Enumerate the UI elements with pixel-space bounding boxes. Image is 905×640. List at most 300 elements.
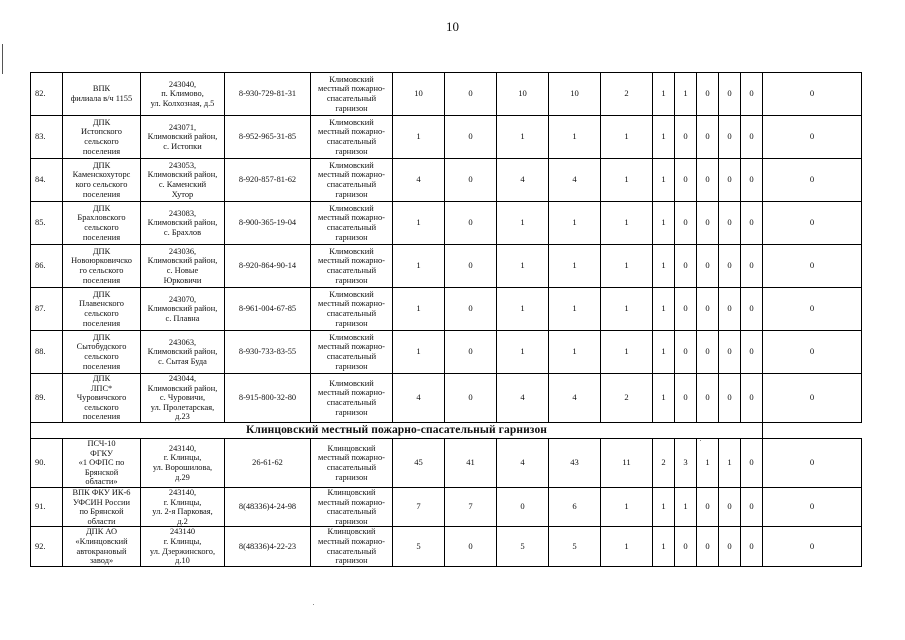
value-cell: 4 — [549, 374, 601, 423]
value-cell: 0 — [741, 487, 763, 526]
cell-line: местный пожарно- — [318, 299, 385, 309]
value-cell: 0 — [675, 202, 697, 245]
value-cell: 0 — [763, 202, 862, 245]
cell-line: с. Чуровичи, — [159, 393, 206, 403]
value-cell: 0 — [763, 288, 862, 331]
address-cell — [141, 116, 225, 159]
page-number: 10 — [446, 19, 459, 34]
cell-line: Климовский — [329, 378, 374, 388]
cell-line: Сытобудского — [76, 342, 127, 352]
value-cell: 0 — [719, 73, 741, 116]
value-cell: 0 — [719, 527, 741, 566]
scan-edge-line — [2, 44, 3, 74]
cell-line: спасательный — [326, 546, 377, 556]
value-cell: 1 — [653, 288, 675, 331]
cell-line: местный пожарно- — [318, 388, 385, 398]
value-cell: 0 — [741, 73, 763, 116]
cell-line: местный пожарно- — [318, 536, 385, 546]
cell-line: местный пожарно- — [318, 453, 385, 463]
row-number-cell: 82. — [31, 73, 63, 116]
cell-line: ул. Колхозная, д.5 — [150, 98, 215, 108]
value-cell: 1 — [497, 245, 549, 288]
cell-line: д.10 — [175, 556, 190, 566]
table-row — [31, 245, 862, 288]
cell-line: ул. Пролетарская, — [150, 402, 215, 412]
section-title: Клинцовский местный пожарно-спасательный гарнизон — [31, 422, 763, 438]
cell-line: д.2 — [177, 516, 188, 526]
table-row — [31, 73, 862, 116]
value-cell: 1 — [601, 527, 653, 566]
value-cell: 0 — [741, 159, 763, 202]
phone-cell: 8-915-800-32-80 — [225, 374, 311, 423]
garrison-cell — [311, 438, 393, 487]
value-cell: 0 — [697, 245, 719, 288]
value-cell: 0 — [445, 159, 497, 202]
value-cell: 45 — [393, 438, 445, 487]
cell-line: 243083, — [168, 208, 197, 218]
cell-line: УФСИН России — [73, 497, 130, 507]
cell-line: 243140, — [168, 443, 197, 453]
value-cell: 1 — [549, 331, 601, 374]
value-cell: 0 — [763, 73, 862, 116]
value-cell: 0 — [763, 159, 862, 202]
value-cell: 0 — [763, 116, 862, 159]
value-cell: 7 — [445, 487, 497, 526]
cell-line: гарнизон — [335, 232, 368, 242]
value-cell: 0 — [719, 245, 741, 288]
cell-line: ДПК — [92, 246, 111, 256]
value-cell: 3 — [675, 438, 697, 487]
cell-line: поселения — [82, 412, 121, 422]
address-cell — [141, 73, 225, 116]
address-cell — [141, 374, 225, 423]
value-cell: 1 — [497, 331, 549, 374]
garrison-cell — [311, 73, 393, 116]
value-cell: 0 — [719, 116, 741, 159]
cell-line: 243063, — [168, 337, 197, 347]
value-cell: 1 — [653, 487, 675, 526]
table-row — [31, 527, 862, 566]
cell-line: Клинцовский — [327, 443, 376, 453]
cell-line: ВПК ФКУ ИК-6 — [72, 487, 131, 497]
value-cell: 0 — [675, 527, 697, 566]
garrison-cell — [311, 331, 393, 374]
cell-line: ДПК АО — [85, 527, 118, 537]
value-cell: 0 — [719, 202, 741, 245]
phone-cell: 8-900-365-19-04 — [225, 202, 311, 245]
table-row — [31, 331, 862, 374]
garrison-cell — [311, 245, 393, 288]
cell-line: филиала в/ч 1155 — [70, 94, 133, 103]
value-cell: 11 — [601, 438, 653, 487]
cell-line: 243140 — [169, 527, 196, 537]
cell-line: Брянской — [84, 467, 119, 477]
cell-line: гарнизон — [335, 275, 368, 285]
garrison-cell — [311, 487, 393, 526]
cell-line: Климовский район, — [147, 218, 218, 228]
value-cell: 5 — [549, 527, 601, 566]
value-cell: 1 — [549, 245, 601, 288]
cell-line: ДПК — [92, 117, 111, 127]
value-cell: 43 — [549, 438, 601, 487]
value-cell: 0 — [675, 159, 697, 202]
cell-line: 243140, — [168, 487, 197, 497]
cell-line: гарнизон — [335, 516, 368, 526]
cell-line: п. Климово, — [161, 89, 204, 99]
cell-line: Климовский район, — [147, 304, 218, 314]
cell-line: ДПК — [92, 289, 111, 299]
value-cell: 5 — [497, 527, 549, 566]
value-cell: 1 — [393, 202, 445, 245]
value-cell: 0 — [697, 73, 719, 116]
value-cell: 0 — [697, 527, 719, 566]
cell-line: Климовский — [329, 160, 374, 170]
cell-line: Климовский район, — [147, 383, 218, 393]
phone-cell: 8-920-857-81-62 — [225, 159, 311, 202]
value-cell: 0 — [445, 116, 497, 159]
unit-name-cell — [63, 527, 141, 566]
value-cell: 1 — [653, 116, 675, 159]
value-cell: 0 — [445, 245, 497, 288]
value-cell: 0 — [741, 245, 763, 288]
row-number-cell: 92. — [31, 527, 63, 566]
row-number-cell: 83. — [31, 116, 63, 159]
row-number-cell: 91. — [31, 487, 63, 526]
cell-line: гарнизон — [335, 318, 368, 328]
cell-line: поселения — [82, 146, 121, 156]
cell-line: спасательный — [326, 180, 377, 189]
unit-name-cell — [63, 73, 141, 116]
value-cell: 1 — [497, 116, 549, 159]
cell-line: местный пожарно- — [318, 256, 385, 266]
cell-line: местный пожарно- — [318, 127, 385, 137]
cell-line: Клинцовский — [327, 487, 376, 497]
cell-line: 243070, — [168, 294, 197, 304]
value-cell: 0 — [741, 374, 763, 423]
scan-speck — [313, 604, 314, 605]
address-cell — [141, 331, 225, 374]
cell-line: «Клинцовский — [75, 536, 128, 546]
cell-line: 243040, — [168, 79, 197, 89]
cell-line: сельского — [84, 137, 119, 146]
value-cell: 10 — [393, 73, 445, 116]
cell-line: Каменскохуторс — [72, 170, 131, 180]
value-cell: 1 — [601, 331, 653, 374]
value-cell: 1 — [653, 73, 675, 116]
cell-line: сельского — [84, 309, 119, 318]
cell-line: «1 ОФПС по — [78, 458, 125, 468]
cell-line: ДПК — [92, 374, 111, 383]
value-cell: 10 — [497, 73, 549, 116]
scan-speck — [700, 440, 701, 441]
value-cell: 5 — [393, 527, 445, 566]
phone-cell: 26-61-62 — [225, 438, 311, 487]
cell-line: по Брянской — [79, 507, 124, 517]
unit-name-cell — [63, 374, 141, 423]
cell-line: Истопского — [81, 127, 122, 137]
cell-line: спасательный — [326, 352, 377, 361]
table-body-klimovo — [31, 73, 862, 423]
cell-line: спасательный — [326, 462, 377, 472]
cell-line: поселения — [82, 232, 121, 242]
cell-line: Климовский — [329, 74, 374, 84]
phone-cell: 8-930-733-83-55 — [225, 331, 311, 374]
cell-line: Чуровичского — [76, 393, 127, 403]
fire-brigade-registry-table — [30, 72, 862, 567]
value-cell: 0 — [719, 487, 741, 526]
value-cell: 0 — [697, 487, 719, 526]
cell-line: ВПК — [92, 84, 111, 94]
unit-name-cell — [63, 487, 141, 526]
section-header-row — [31, 422, 862, 438]
value-cell: 0 — [697, 331, 719, 374]
value-cell: 10 — [549, 73, 601, 116]
address-cell — [141, 159, 225, 202]
value-cell: 4 — [393, 374, 445, 423]
cell-line: ул. 2-я Парковая, — [152, 507, 213, 517]
value-cell: 0 — [675, 374, 697, 423]
cell-line: 243053, — [168, 160, 197, 170]
cell-line: сельского — [84, 402, 119, 412]
address-cell — [141, 202, 225, 245]
row-number-cell: 87. — [31, 288, 63, 331]
unit-name-cell — [63, 245, 141, 288]
value-cell: 1 — [601, 116, 653, 159]
value-cell: 0 — [763, 374, 862, 423]
cell-line: 243071, — [168, 122, 197, 132]
cell-line: с. Новые — [166, 266, 199, 275]
value-cell: 2 — [601, 73, 653, 116]
value-cell: 0 — [719, 159, 741, 202]
address-cell — [141, 487, 225, 526]
value-cell: 0 — [697, 288, 719, 331]
table-row — [31, 487, 862, 526]
table-row — [31, 202, 862, 245]
value-cell: 0 — [675, 331, 697, 374]
cell-line: области — [87, 516, 116, 526]
cell-line: местный пожарно- — [318, 84, 385, 94]
cell-line: 243036, — [168, 246, 197, 256]
value-cell: 1 — [393, 245, 445, 288]
value-cell: 1 — [653, 331, 675, 374]
garrison-cell — [311, 374, 393, 423]
value-cell: 0 — [763, 527, 862, 566]
value-cell: 4 — [549, 159, 601, 202]
cell-line: гарнизон — [335, 407, 368, 417]
value-cell: 0 — [445, 73, 497, 116]
value-cell: 0 — [719, 374, 741, 423]
cell-line: спасательный — [326, 137, 377, 146]
value-cell: 1 — [653, 245, 675, 288]
cell-line: спасательный — [326, 397, 377, 407]
cell-line: сельского — [84, 223, 119, 232]
cell-line: сельского — [84, 352, 119, 361]
cell-line: с. Сытая Буда — [158, 356, 207, 366]
table-row — [31, 374, 862, 423]
value-cell: 0 — [675, 116, 697, 159]
unit-name-cell — [63, 331, 141, 374]
phone-cell: 8(48336)4-22-23 — [225, 527, 311, 566]
phone-cell: 8-961-004-67-85 — [225, 288, 311, 331]
table-body-klintsy — [31, 438, 862, 566]
value-cell: 0 — [697, 374, 719, 423]
table-row — [31, 159, 862, 202]
cell-line: гарнизон — [335, 103, 368, 113]
value-cell: 1 — [549, 202, 601, 245]
value-cell: 1 — [497, 288, 549, 331]
cell-line: д.29 — [175, 472, 190, 482]
value-cell: 1 — [549, 116, 601, 159]
unit-name-cell — [63, 288, 141, 331]
garrison-cell — [311, 202, 393, 245]
value-cell: 1 — [393, 288, 445, 331]
unit-name-cell — [63, 202, 141, 245]
value-cell: 1 — [653, 527, 675, 566]
cell-line: гарнизон — [335, 556, 368, 566]
value-cell: 6 — [549, 487, 601, 526]
cell-line: г. Клинцы, — [163, 497, 202, 507]
phone-cell: 8-930-729-81-31 — [225, 73, 311, 116]
value-cell: 0 — [741, 527, 763, 566]
cell-line: г. Клинцы, — [163, 536, 202, 546]
cell-line: поселения — [82, 275, 121, 285]
phone-cell: 8-920-864-90-14 — [225, 245, 311, 288]
cell-line: ул. Ворошилова, — [152, 462, 213, 472]
address-cell — [141, 438, 225, 487]
cell-line: ДПК — [92, 332, 111, 342]
value-cell: 0 — [741, 331, 763, 374]
cell-line: ДПК — [92, 203, 111, 213]
value-cell: 2 — [601, 374, 653, 423]
cell-line: Клинцовский — [327, 527, 376, 537]
table-row — [31, 116, 862, 159]
value-cell: 1 — [601, 245, 653, 288]
cell-line: области» — [85, 477, 118, 487]
cell-line: го сельского — [79, 266, 124, 275]
value-cell: 0 — [741, 438, 763, 487]
cell-line: поселения — [82, 361, 121, 371]
value-cell: 0 — [445, 374, 497, 423]
cell-line: спасательный — [326, 309, 377, 318]
row-number-cell: 88. — [31, 331, 63, 374]
cell-line: ул. Дзержинского, — [149, 546, 216, 556]
row-number-cell: 84. — [31, 159, 63, 202]
cell-line: спасательный — [326, 507, 377, 517]
cell-line: местный пожарно- — [318, 497, 385, 507]
row-number-cell: 86. — [31, 245, 63, 288]
cell-line: кого сельского — [75, 180, 128, 189]
value-cell: 0 — [445, 527, 497, 566]
value-cell: 1 — [653, 374, 675, 423]
phone-cell: 8(48336)4-24-98 — [225, 487, 311, 526]
cell-line: Климовский — [329, 289, 374, 299]
row-number-cell: 90. — [31, 438, 63, 487]
cell-line: гарнизон — [335, 361, 368, 371]
table-row — [31, 438, 862, 487]
cell-line: Климовский район, — [147, 256, 218, 266]
cell-line: Климовский — [329, 332, 374, 342]
table-row — [31, 288, 862, 331]
value-cell: 0 — [675, 288, 697, 331]
cell-line: Юрковичи — [163, 275, 202, 285]
unit-name-cell — [63, 116, 141, 159]
value-cell: 1 — [549, 288, 601, 331]
value-cell: 1 — [719, 438, 741, 487]
cell-line: ЛПС* — [90, 383, 113, 393]
value-cell: 0 — [741, 202, 763, 245]
phone-cell: 8-952-965-31-85 — [225, 116, 311, 159]
value-cell: 0 — [719, 288, 741, 331]
cell-line: поселения — [82, 189, 121, 199]
value-cell: 0 — [445, 331, 497, 374]
value-cell: 1 — [393, 331, 445, 374]
value-cell: 1 — [497, 202, 549, 245]
cell-line: Климовский район, — [147, 132, 218, 142]
row-number-cell: 85. — [31, 202, 63, 245]
value-cell: 4 — [497, 159, 549, 202]
address-cell — [141, 527, 225, 566]
address-cell — [141, 288, 225, 331]
value-cell: 0 — [763, 487, 862, 526]
value-cell: 2 — [653, 438, 675, 487]
value-cell: 0 — [697, 202, 719, 245]
cell-line: г. Клинцы, — [163, 453, 202, 463]
cell-line: с. Брахлов — [163, 227, 202, 237]
value-cell: 4 — [393, 159, 445, 202]
cell-line: Плавенского — [78, 299, 124, 309]
value-cell: 1 — [697, 438, 719, 487]
cell-line: Климовский район, — [147, 347, 218, 357]
value-cell: 1 — [653, 202, 675, 245]
table-section-klintsy — [31, 422, 862, 438]
cell-line: Климовский — [329, 117, 374, 127]
value-cell: 0 — [697, 116, 719, 159]
cell-line: с. Каменский — [158, 180, 207, 189]
cell-line: гарнизон — [335, 146, 368, 156]
value-cell: 1 — [601, 288, 653, 331]
value-cell: 1 — [601, 159, 653, 202]
row-number-cell: 89. — [31, 374, 63, 423]
value-cell: 1 — [393, 116, 445, 159]
cell-line: местный пожарно- — [318, 213, 385, 223]
value-cell: 0 — [763, 331, 862, 374]
cell-line: ПСЧ-10 — [87, 438, 116, 448]
value-cell: 1 — [675, 487, 697, 526]
value-cell: 1 — [601, 202, 653, 245]
value-cell: 0 — [697, 159, 719, 202]
cell-line: Брахловского — [77, 213, 126, 223]
value-cell: 0 — [763, 245, 862, 288]
cell-line: гарнизон — [335, 472, 368, 482]
value-cell: 0 — [741, 116, 763, 159]
cell-line: местный пожарно- — [318, 170, 385, 180]
garrison-cell — [311, 159, 393, 202]
address-cell — [141, 245, 225, 288]
cell-line: Хутор — [171, 189, 194, 199]
garrison-cell — [311, 116, 393, 159]
value-cell: 7 — [393, 487, 445, 526]
cell-line: Климовский — [329, 246, 374, 256]
value-cell: 0 — [741, 288, 763, 331]
cell-line: спасательный — [326, 94, 377, 103]
cell-line: местный пожарно- — [318, 342, 385, 352]
cell-line: с. Плавна — [165, 313, 200, 323]
value-cell: 1 — [653, 159, 675, 202]
value-cell: 4 — [497, 438, 549, 487]
value-cell: 0 — [719, 331, 741, 374]
cell-line: д.23 — [175, 412, 190, 422]
value-cell: 1 — [601, 487, 653, 526]
